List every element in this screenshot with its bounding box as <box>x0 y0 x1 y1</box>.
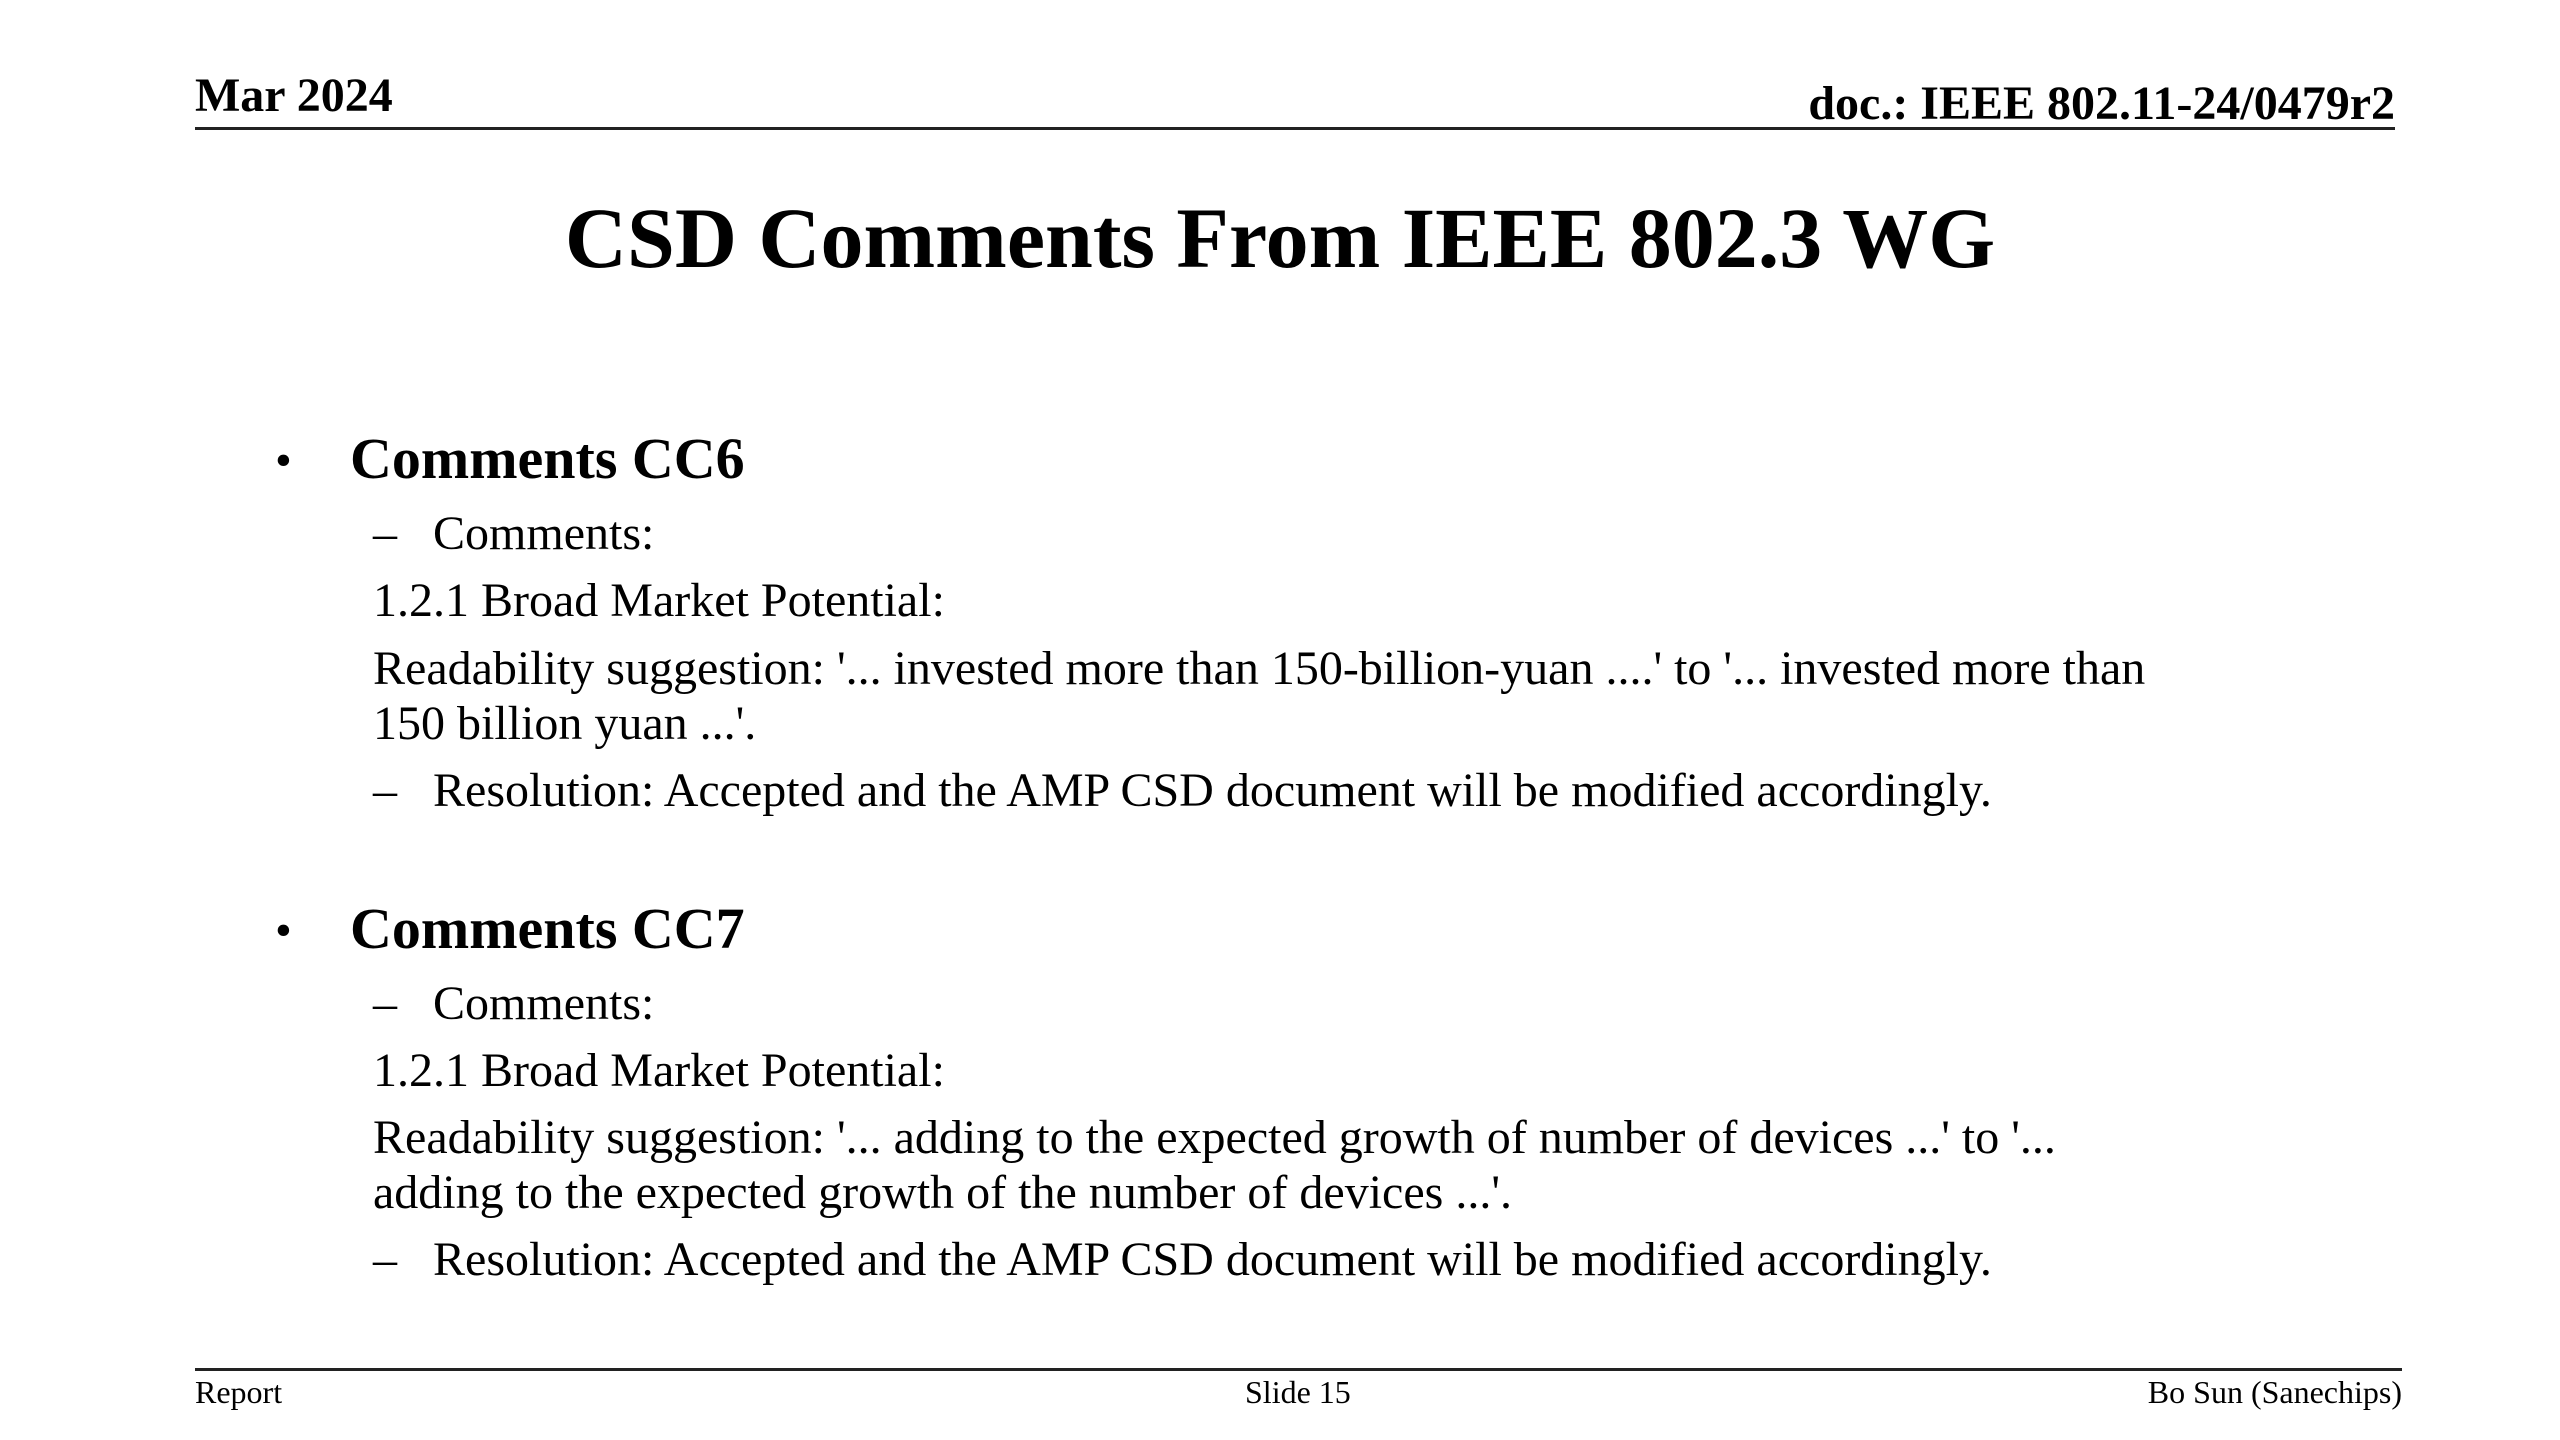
slide-number: Slide 15 <box>1245 1374 1351 1410</box>
suggestion-line-1: Readability suggestion: '... invested more than 150-billion-yuan ....' to '... invested more than <box>373 642 2146 695</box>
dash-marker: – <box>373 507 397 560</box>
suggestion-line-2: 150 billion yuan ...'. <box>373 697 757 750</box>
suggestion-line-1: Readability suggestion: '... adding to the expected growth of number of devices ...' to '... <box>373 1111 2056 1164</box>
bullet-point: • <box>275 434 292 487</box>
header-date: Mar 2024 <box>195 69 393 122</box>
bullet-point: • <box>275 904 292 957</box>
dash-marker: – <box>373 977 397 1030</box>
section-heading: Comments CC6 <box>350 426 745 491</box>
header-doc-id: doc.: IEEE 802.11-24/0479r2 <box>1808 77 2395 130</box>
section-heading: Comments CC7 <box>350 896 745 961</box>
comments-label: Comments: <box>433 977 655 1030</box>
footer-left: Report <box>195 1374 283 1410</box>
footer-divider <box>195 1368 2402 1371</box>
resolution-text: Resolution: Accepted and the AMP CSD document will be modified accordingly. <box>433 764 1992 817</box>
header-divider <box>195 127 2395 130</box>
comments-label: Comments: <box>433 507 655 560</box>
slide-title: CSD Comments From IEEE 802.3 WG <box>564 190 1996 286</box>
footer-author: Bo Sun (Sanechips) <box>2147 1374 2402 1410</box>
suggestion-line-2: adding to the expected growth of the number of devices ...'. <box>373 1166 1512 1219</box>
dash-marker: – <box>373 764 397 817</box>
resolution-text: Resolution: Accepted and the AMP CSD document will be modified accordingly. <box>433 1233 1992 1286</box>
clause-label: 1.2.1 Broad Market Potential: <box>373 574 945 627</box>
clause-label: 1.2.1 Broad Market Potential: <box>373 1044 945 1097</box>
dash-marker: – <box>373 1233 397 1286</box>
